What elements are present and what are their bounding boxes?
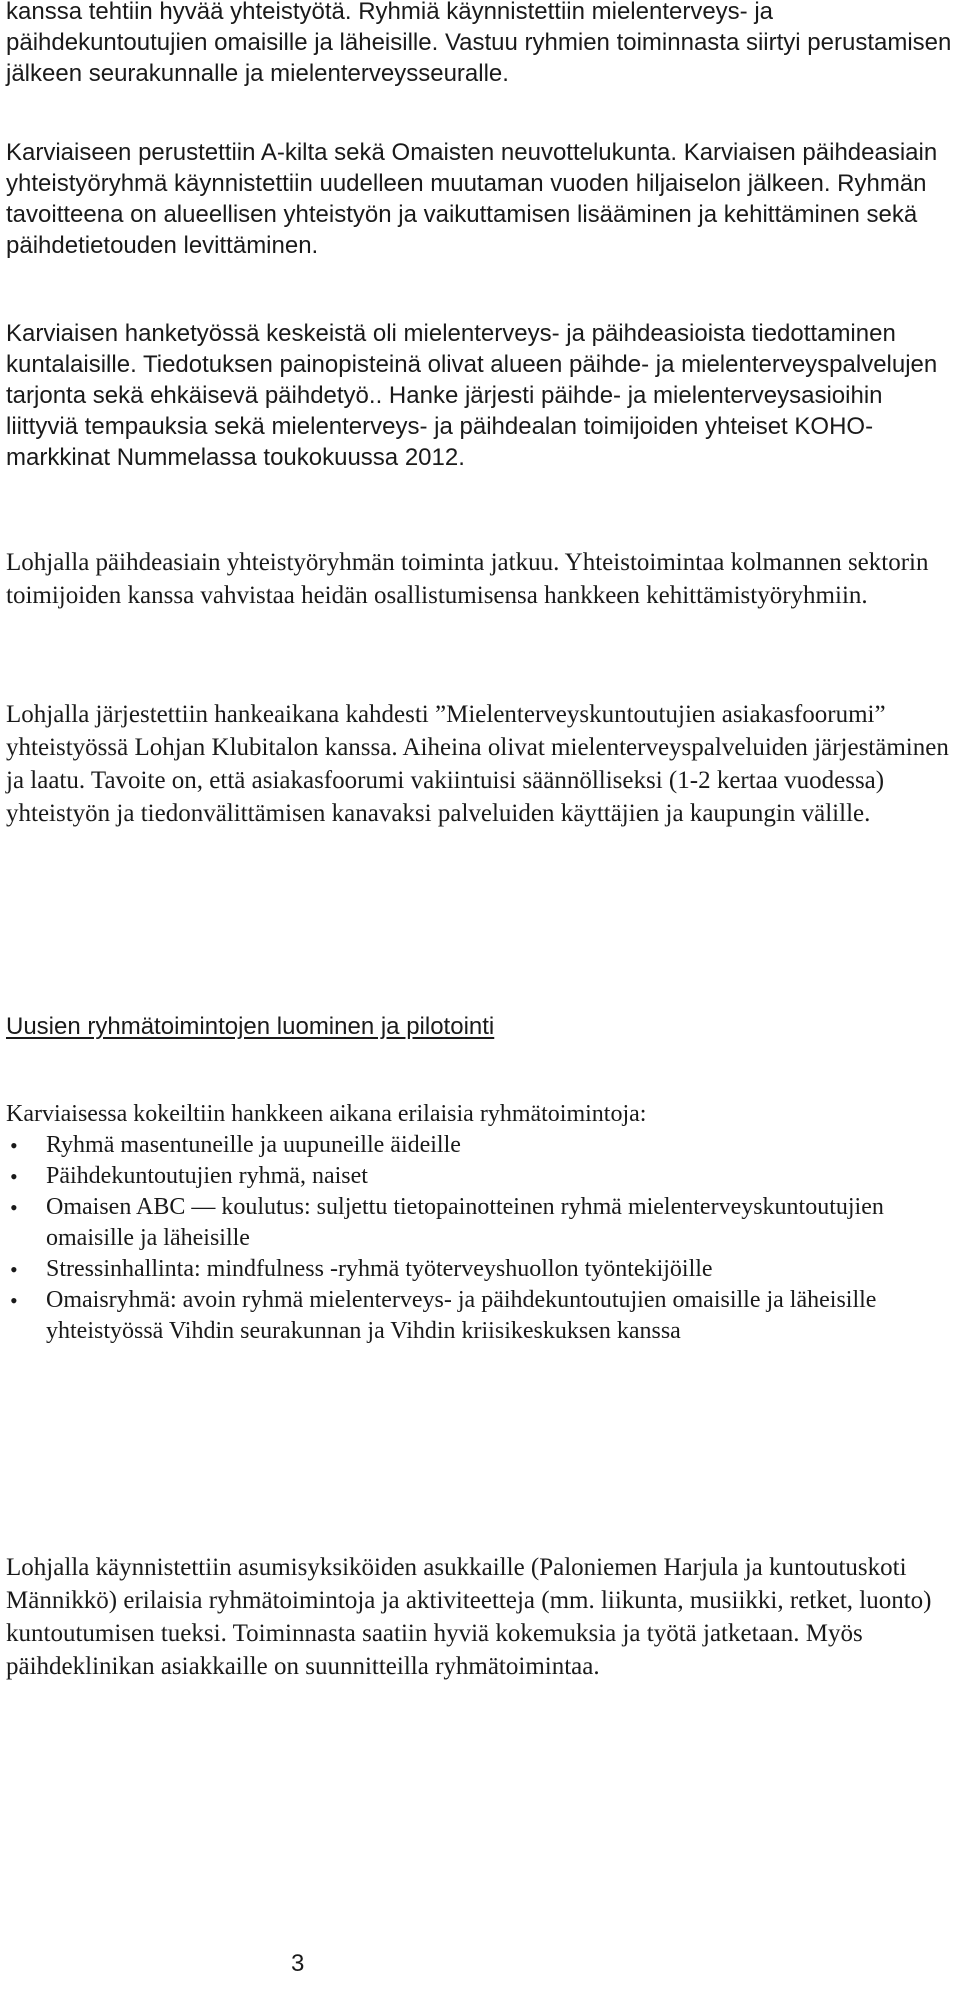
list-item	[6, 1161, 956, 1192]
page-number: 3	[291, 1950, 305, 1977]
list-item-text: Omaisen ABC — koulutus: suljettu tietopainotteinen ryhmä mielenterveyskuntoutujien omaisille ja läheisille	[46, 1194, 884, 1251]
bullet-icon: •	[10, 1195, 18, 1220]
bullet-icon: •	[10, 1288, 18, 1313]
list-item-text: Stressinhallinta: mindfulness -ryhmä työterveyshuollon työntekijöille	[46, 1256, 713, 1282]
paragraph-lohja-housing: Lohjalla käynnistettiin asumisyksiköiden asukkaille (Paloniemen Harjula ja kuntoutuskoti Männikkö) erilaisia ryhmätoimintoja ja aktiviteetteja (mm. liikunta, musiikki, retket, luonto) kuntoutumisen tueksi. Toiminnasta saatiin hyviä kokemuksia ja työtä jatketaan. Myös päihdeklinikan asiakkaille on suunnitteilla ryhmätoimintaa.	[6, 1554, 932, 1680]
paragraph-karviainen-communication: Karviaisen hanketyössä keskeistä oli mielenterveys- ja päihdeasioista tiedottaminen kuntalaisille. Tiedotuksen painopisteinä olivat alueen päihde- ja mielenterveyspalvelujen tarjonta sekä ehkäisevä päihdetyö.. Hanke järjesti päihde- ja mielenterveysasioihin liittyviä tempauksia sekä mielenterveys- ja päihdealan toimijoiden yhteiset KOHO-markkinat Nummelassa toukokuussa 2012.	[6, 320, 938, 471]
list-item	[6, 1192, 956, 1254]
list-item	[6, 1254, 956, 1285]
paragraph-client-forum: Lohjalla järjestettiin hankeaikana kahdesti ”Mielenterveyskuntoutujien asiakasfoorumi” yhteistyössä Lohjan Klubitalon kanssa. Aiheina olivat mielenterveyspalveluiden järjestäminen ja laatu. Tavoite on, että asiakasfoorumi vakiintuisi säännölliseksi (1-2 kertaa vuodessa) yhteistyön ja tiedonvälittämisen kanavaksi palveluiden käyttäjien ja kaupungin välille.	[6, 701, 949, 827]
section-intro: Karviaisessa kokeiltiin hankkeen aikana erilaisia ryhmätoimintoja:	[6, 1101, 647, 1127]
list-item	[6, 1130, 956, 1161]
group-activities-section	[6, 1099, 956, 1347]
list-item	[6, 1285, 956, 1347]
bullet-icon: •	[10, 1164, 18, 1189]
paragraph-a-kilta: Karviaiseen perustettiin A-kilta sekä Omaisten neuvottelukunta. Karviaisen päihdeasiain yhteistyöryhmä käynnistettiin uudelleen muutaman vuoden hiljaiselon jälkeen. Ryhmän tavoitteena on alueellisen yhteistyön ja vaikuttamisen lisääminen ja kehittäminen sekä päihdetietouden levittäminen.	[6, 139, 938, 259]
group-activities-list	[6, 1130, 956, 1347]
paragraph-group-cooperation: kanssa tehtiin hyvää yhteistyötä. Ryhmiä käynnistettiin mielenterveys- ja päihdekuntoutujien omaisille ja läheisille. Vastuu ryhmien toiminnasta siirtyi perustamisen jälkeen seurakunnalle ja mielenterveysseuralle.	[6, 0, 952, 87]
bullet-icon: •	[10, 1257, 18, 1282]
paragraph-lohja-cooperation: Lohjalla päihdeasiain yhteistyöryhmän toiminta jatkuu. Yhteistoimintaa kolmannen sektorin toimijoiden kanssa vahvistaa heidän osallistumisensa hankkeen kehittämistyöryhmiin.	[6, 549, 929, 609]
section-heading: Uusien ryhmätoimintojen luominen ja pilotointi	[6, 1013, 495, 1040]
list-item-text: Ryhmä masentuneille ja uupuneille äideille	[46, 1132, 461, 1158]
list-item-text: Päihdekuntoutujien ryhmä, naiset	[46, 1163, 368, 1189]
bullet-icon: •	[10, 1133, 18, 1158]
list-item-text: Omaisryhmä: avoin ryhmä mielenterveys- ja päihdekuntoutujien omaisille ja läheisille yhteistyössä Vihdin seurakunnan ja Vihdin kriisikeskuksen kanssa	[46, 1287, 877, 1344]
